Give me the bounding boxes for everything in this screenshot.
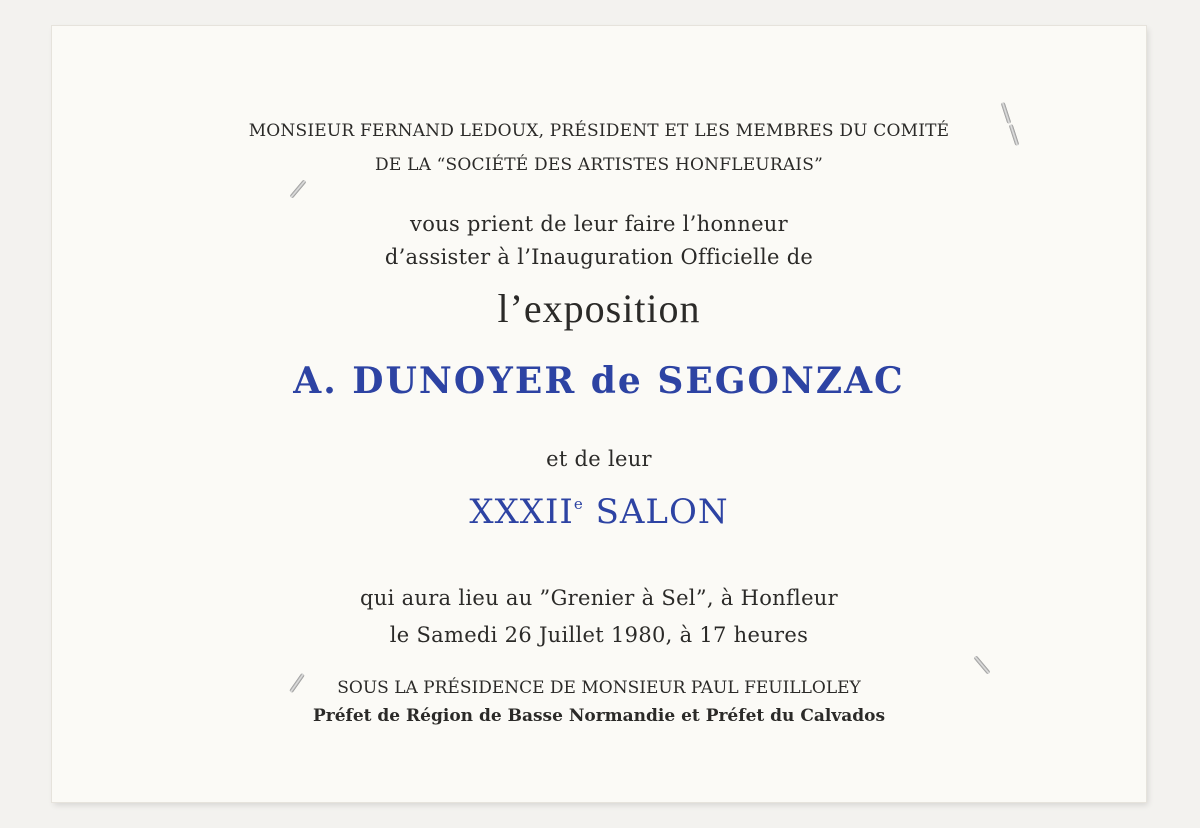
invite-line-2: d’assister à l’Inauguration Officielle de (384, 245, 814, 269)
exhibition-word: l’exposition (497, 286, 701, 331)
invite-line-1: vous prient de leur faire l’honneur (410, 212, 788, 236)
committee-line-2: DE LA “SOCIÉTÉ DES ARTISTES HONFLEURAIS” (375, 155, 823, 175)
committee-line-1: MONSIEUR FERNAND LEDOUX, PRÉSIDENT ET LES MEMBRES DU COMITÉ (248, 121, 950, 141)
salon-number: XXXII (469, 492, 574, 532)
salon-suffix: e (573, 495, 584, 513)
salon-word: SALON (595, 492, 729, 532)
date-line: le Samedi 26 Juillet 1980, à 17 heures (389, 623, 809, 647)
presidency-line: SOUS LA PRÉSIDENCE DE MONSIEUR PAUL FEUILLOLEY (337, 678, 861, 698)
connector-text: et de leur (546, 447, 652, 471)
artist-name: A. DUNOYER de SEGONZAC (293, 360, 905, 402)
staple-upper-left (289, 179, 306, 198)
prefect-line: Préfet de Région de Basse Normandie et Préfet du Calvados (312, 706, 886, 726)
staple-lower-right (973, 655, 990, 674)
venue-line: qui aura lieu au ”Grenier à Sel”, à Honfleur (360, 586, 838, 610)
invitation-card (52, 26, 1146, 802)
salon-title (52, 492, 1146, 532)
